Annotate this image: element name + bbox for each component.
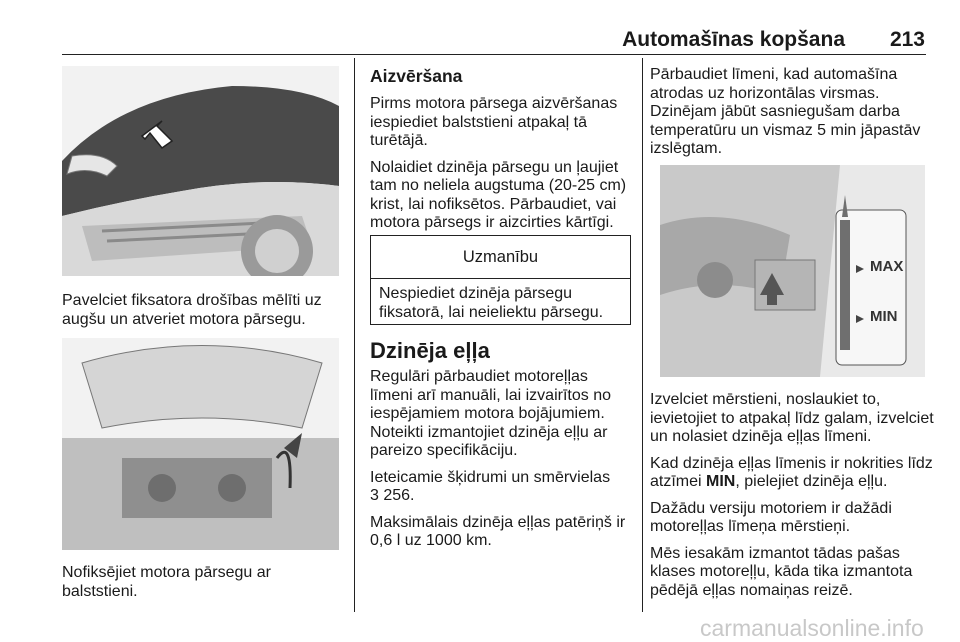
page-ref-link[interactable]: 256.: [378, 487, 415, 504]
figure-dipstick: [660, 165, 925, 377]
page-ref-arrow-icon: 3: [370, 487, 379, 504]
header-rule: [62, 54, 926, 55]
page-number: 213: [889, 28, 925, 51]
watermark: carmanualsonline.info: [700, 615, 924, 641]
notice-title: Uzmanību: [371, 236, 630, 279]
instruction-paragraph-1: Izvelciet mērstieni, noslaukiet to, ievietojiet to atpakaļ līdz galam, izvelciet un nolasiet dzinēja eļļas līmeni.: [650, 391, 934, 445]
caption-hood-prop: Nofiksējiet motora pārsegu ar balststieni.: [62, 564, 271, 600]
dipstick-max-label: MAX: [870, 258, 904, 275]
section-title-engine-oil: Dzinēja eļļa: [370, 338, 490, 363]
instruction-paragraph-3: Dažādu versiju motoriem ir dažādi motoreļļas līmeņa mērstieņi.: [650, 499, 892, 535]
dipstick-min-label: MIN: [870, 308, 898, 325]
engine-oil-paragraph-2: Ieteicamie šķidrumi un smērvielas 3 256.: [370, 468, 611, 504]
notice-box: [370, 235, 631, 325]
caption-hood-release: Pavelciet fiksatora drošības mēlīti uz augšu un atveriet motora pārsegu.: [62, 292, 322, 328]
instruction-paragraph-2: Kad dzinēja eļļas līmenis ir nokrities līdz atzīmei MIN, pielejiet dzinēja eļļu.: [650, 454, 933, 490]
closing-section: [370, 66, 632, 241]
column-divider-2: [642, 58, 643, 612]
engine-oil-paragraph-3: Maksimālais dzinēja eļļas patēriņš ir 0,6 l uz 1000 km.: [370, 513, 626, 549]
notice-body: Nespiediet dzinēja pārsegu fiksatorā, lai neieliektu pārsegu.: [379, 285, 604, 321]
engine-oil-paragraph-1: Regulāri pārbaudiet motoreļļas līmeni arī manuāli, lai izvairītos no iespējamiem motora bojājumiem. Noteikti izmantojiet dzinēja eļļu ar pareizo specifikāciju.: [370, 368, 611, 459]
closing-paragraph-1: Pirms motora pārsega aizvēršanas iespiediet balststieni atpakaļ tā turētājā.: [370, 95, 618, 149]
level-check-instructions: [650, 391, 935, 608]
heading-closing: Aizvēršana: [370, 66, 463, 86]
instruction-paragraph-4: Mēs iesakām izmantot tādas pašas klases motoreļļu, kāda tika izmantota pēdējā eļļas nomaiņas reizē.: [650, 544, 913, 599]
column-divider-1: [354, 58, 355, 612]
level-check-intro: Pārbaudiet līmeni, kad automašīna atrodas uz horizontālas virsmas. Dzinējam jābūt sasniegušam darba temperatūru un vismaz 5 min jāpastāv izslēgtam.: [650, 66, 921, 157]
engine-oil-section: [370, 338, 632, 559]
figure-hood-prop: [62, 338, 339, 550]
closing-paragraph-2: Nolaidiet dzinēja pārsegu un ļaujiet tam no neliela augstuma (20-25 cm) krist, lai nofiksētos. Pārbaudiet, vai motora pārsegs ir aizcirties kārtīgi.: [370, 158, 627, 231]
figure-hood-release: [62, 66, 339, 276]
running-header-title: Automašīnas kopšana: [622, 28, 845, 51]
